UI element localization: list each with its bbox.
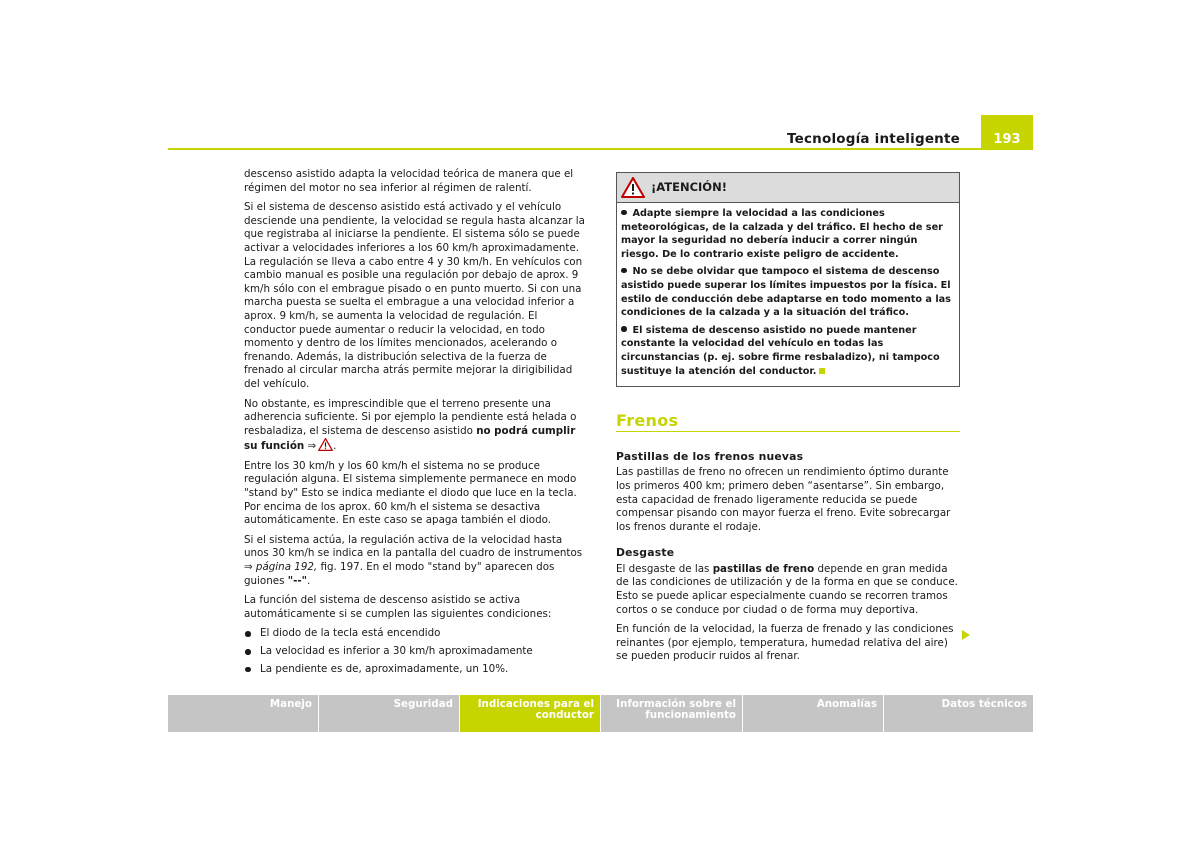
text-run: No obstante, es imprescindible que el terreno presente una adherencia suficiente. Si por ejemplo la pendiente está helada o resbaladiza, el sistema de descenso asistido xyxy=(244,397,577,437)
running-header-title: Tecnología inteligente xyxy=(786,131,960,147)
warning-item xyxy=(621,324,955,378)
list-item-text: El diodo de la tecla está encendido xyxy=(260,627,441,640)
bullet-icon xyxy=(245,649,251,655)
warning-item-text: El sistema de descenso asistido no puede mantener constante la velocidad del vehículo en todas las circunstancias (p. ej. sobre firme resbaladizo), ni tampoco sustituye la atención del conductor. xyxy=(621,324,940,377)
text-run: Si el sistema actúa, la regulación activa de la velocidad hasta unos 30 km/h se indica en la pantalla del cuadro de instrumentos xyxy=(244,533,583,560)
chapter-tabs xyxy=(168,695,1033,732)
subsection-title: Pastillas de los frenos nuevas xyxy=(616,449,804,463)
tab-label: Anomalías xyxy=(816,698,877,710)
paragraph: Entre los 30 km/h y los 60 km/h el sistema no se produce regulación alguna. El sistema simplemente permanece en modo "stand by" Esto se indica mediante el diodo que luce en la tecla. Por encima de los aprox. 60 km/h el sistema se desactiva automáticamente. En este caso se apaga también el diodo. xyxy=(244,459,577,527)
paragraph xyxy=(616,563,960,617)
cross-reference-arrow[interactable]: ⇒ xyxy=(307,440,317,453)
tab-label: conductor xyxy=(535,708,594,721)
list-item xyxy=(244,645,589,659)
tab-label: Manejo xyxy=(269,698,312,710)
text-run: depende en gran medida de las condiciones de utilización y de la forma en que se conduce. Esto se puede aplicar especialmente cuando se recorren tramos cortos o se conduce por ciudad o de forma muy deportiva. xyxy=(616,562,958,616)
page-reference-link[interactable]: página 192, xyxy=(255,561,318,574)
end-of-section-icon xyxy=(819,368,825,374)
subsection-title: Desgaste xyxy=(616,546,675,560)
tab-datos-tecnicos[interactable] xyxy=(883,695,1033,732)
tab-indicaciones-conductor[interactable] xyxy=(459,695,600,732)
text-run: . xyxy=(307,574,311,587)
warning-triangle-icon[interactable] xyxy=(318,438,333,451)
tab-label: Indicaciones para el xyxy=(477,698,594,710)
bullet-icon xyxy=(621,326,627,332)
tab-seguridad[interactable] xyxy=(318,695,459,732)
warning-item xyxy=(621,265,955,319)
header-rule xyxy=(168,148,1033,150)
list-item xyxy=(244,627,589,641)
warning-header xyxy=(617,173,959,203)
paragraph: En función de la velocidad, la fuerza de frenado y las condiciones reinantes (por ejemplo, temperatura, humedad relativa del aire) se pueden producir ruidos al frenar. xyxy=(616,623,954,663)
text-run: El desgaste de las xyxy=(616,562,713,575)
warning-box xyxy=(616,172,960,387)
paragraph: Si el sistema de descenso asistido está activado y el vehículo desciende una pendiente, la velocidad se regula hasta alcanzar la que registraba al iniciarse la pendiente. El sistema sólo se puede activar a velocidades inferiores a los 60 km/h aproximadamente. La regulación se lleva a cabo entre 4 y 30 km/h. En vehículos con cambio manual es posible una regulación por debajo de aprox. 9 km/h sólo con el embrague pisado o en punto muerto. Si con una marcha puesta se suelta el embrague a una velocidad inferior a aprox. 9 km/h, se aumenta la velocidad de regulación. El conductor puede aumentar o reducir la velocidad, en todo momento y dentro de los límites mencionados, acelerando o frenando. Además, la distribución selectiva de la fuerza de frenado al circular marcha atrás permite mejorar la dirigibilidad del vehículo. xyxy=(244,201,585,390)
tab-informacion-funcionamiento[interactable] xyxy=(600,695,742,732)
bullet-icon xyxy=(621,210,627,216)
paragraph xyxy=(244,534,589,588)
list-item-text: La velocidad es inferior a 30 km/h aproximadamente xyxy=(260,645,533,657)
text-run: . xyxy=(333,440,337,453)
bullet-icon xyxy=(245,667,251,673)
paragraph xyxy=(244,398,589,454)
warning-title: ¡ATENCIÓN! xyxy=(651,179,727,194)
bullet-icon xyxy=(621,268,627,274)
tab-label: Información sobre el xyxy=(616,698,736,710)
warning-item-text: No se debe olvidar que tampoco el sistema de descenso asistido puede superar los límites impuestos por la física. El estilo de conducción debe adaptarse en todo momento a las condiciones de la calzada y a la situación del tráfico. xyxy=(621,266,951,319)
section-title: Frenos xyxy=(616,414,960,432)
paragraph: La función del sistema de descenso asistido se activa automáticamente si se cumplen las siguientes condiciones: xyxy=(244,594,552,620)
text-run: fig. 197. En el modo "stand by" aparecen dos guiones xyxy=(244,561,555,587)
warning-triangle-icon xyxy=(621,177,645,198)
bullet-icon xyxy=(245,631,251,637)
paragraph: Las pastillas de freno no ofrecen un rendimiento óptimo durante los primeros 400 km; primero deben “asentarse”. Sin embargo, esta capacidad de frenado ligeramente reducida se puede compensar pisando con mayor fuerza el freno. Evite sobrecargar los frenos durante el rodaje. xyxy=(616,466,951,533)
page-number: 193 xyxy=(981,115,1033,149)
bold-text: no podrá cumplir su función xyxy=(244,424,576,453)
warning-body xyxy=(617,203,959,386)
warning-item-text: Adapte siempre la velocidad a las condiciones meteorológicas, de la calzada y del tráfico. El hecho de ser mayor la seguridad no debería inducir a correr ningún riesgo. De lo contrario existe peligro de accidente. xyxy=(621,208,943,260)
cross-reference-arrow[interactable]: ⇒ xyxy=(244,561,253,574)
tab-label: Seguridad xyxy=(393,698,453,710)
list-item-text: La pendiente es de, aproximadamente, un 10%. xyxy=(260,662,509,675)
tab-anomalias[interactable] xyxy=(742,695,883,732)
tab-manejo[interactable] xyxy=(168,695,318,732)
list-item xyxy=(244,663,589,677)
left-column xyxy=(244,168,589,680)
continue-arrow-icon[interactable] xyxy=(962,630,970,640)
paragraph: descenso asistido adapta la velocidad teórica de manera que el régimen del motor no sea inferior al régimen de ralentí. xyxy=(244,168,574,194)
bold-text: pastillas de freno xyxy=(712,562,815,575)
tab-label: funcionamiento xyxy=(645,708,736,721)
tab-label: Datos técnicos xyxy=(941,698,1027,710)
warning-item xyxy=(621,207,955,261)
right-column xyxy=(616,172,960,670)
conditions-list xyxy=(244,627,589,676)
dashes-indicator: "--" xyxy=(287,574,308,587)
